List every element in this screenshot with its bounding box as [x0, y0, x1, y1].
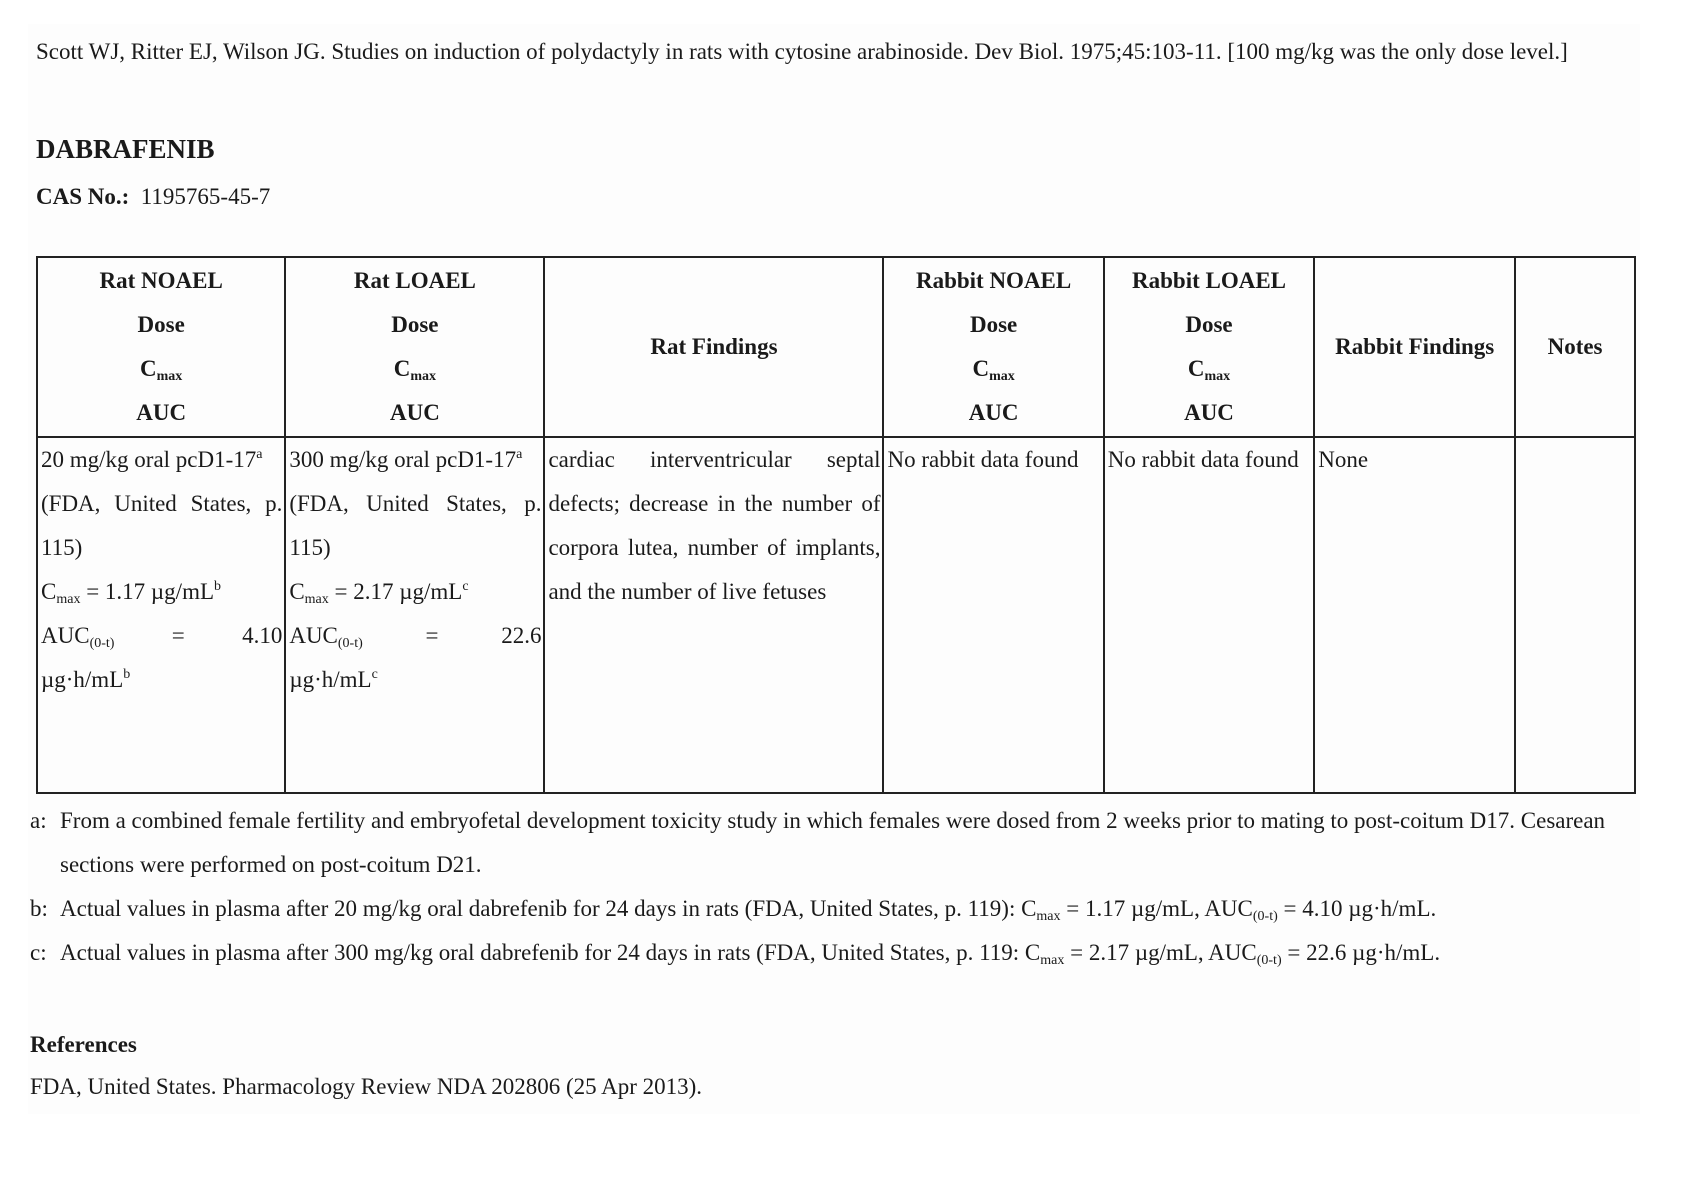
table-header-row [37, 257, 1635, 437]
reference-item: FDA, United States. Pharmacology Review NDA 202806 (25 Apr 2013). [30, 1074, 703, 1099]
header-rat-loael: Rat LOAEL Dose $C_{max}$ AUC [285, 257, 544, 437]
footnote-a: a: From a combined female fertility and embryofetal development toxicity study in which females were dosed from 2 weeks prior to mating to post-coitum D17. Cesarean sections were performed on post-coitum D21. [30, 808, 1606, 877]
header-rat-noael: Rat NOAEL Dose $C_{max}$ AUC [37, 257, 285, 437]
cell-rabbit-loael: No rabbit data found [1104, 437, 1315, 793]
document-page [28, 24, 1640, 1114]
header-rabbit-noael: Rabbit NOAEL Dose $C_{max}$ AUC [883, 257, 1103, 437]
cell-rabbit-findings: None [1314, 437, 1515, 793]
cell-rat-noael: 20 mg/kg oral pcD1-17$^a$ (FDA, United States, p. 115) $C_{max} = 1.17$ $\mu g/mL^b$ $AUC_{(0-t)}$ = 4.10 $\mu g\cdot h/mL^b$ [37, 437, 285, 793]
top-reference: Scott WJ, Ritter EJ, Wilson JG. Studies on induction of polydactyly in rats with cytosine arabinoside. Dev Biol. 1975;45:103-11. [100 mg/kg was the only dose level.] [36, 39, 1568, 64]
header-notes: Notes [1515, 257, 1635, 437]
cell-rat-findings: cardiac interventricular septal defects; decrease in the number of corpora lutea, number of implants, and the number of live fetuses [544, 437, 883, 793]
footnote-c: c: Actual values in plasma after 300 mg/kg oral dabrefenib for 24 days in rats (FDA, United States, p. 119: $C_{max} = 2.17$ µg/mL, $AUC_{(0-t)} = 22.6$ µg·h/mL. [30, 940, 1441, 968]
footnotes [30, 799, 1642, 975]
references-heading: References [30, 1032, 137, 1057]
drug-name-heading: DABRAFENIB [36, 134, 215, 164]
toxicity-table [36, 256, 1636, 794]
cell-rat-loael: 300 mg/kg oral pcD1-17$^a$ (FDA, United States, p. 115) $C_{max} = 2.17$ $\mu g/mL^c$ $AUC_{(0-t)}$ = 22.6 $\mu g\cdot h/mL^c$ [285, 437, 544, 793]
cas-label: CAS No.: [36, 184, 130, 209]
header-rat-findings: Rat Findings [544, 257, 883, 437]
header-rabbit-loael: Rabbit LOAEL Dose $C_{max}$ AUC [1104, 257, 1315, 437]
cas-value: 1195765-45-7 [140, 184, 271, 209]
table-row [37, 437, 1635, 793]
header-rabbit-findings: Rabbit Findings [1314, 257, 1515, 437]
cell-notes [1515, 437, 1635, 793]
footnote-b: b: Actual values in plasma after 20 mg/kg oral dabrefenib for 24 days in rats (FDA, United States, p. 119): $C_{max} = 1.17$ µg/mL, $AUC_{(0-t)} = 4.10$ µg·h/mL. [30, 896, 1437, 924]
cas-number [36, 184, 270, 210]
cell-rabbit-noael: No rabbit data found [883, 437, 1103, 793]
